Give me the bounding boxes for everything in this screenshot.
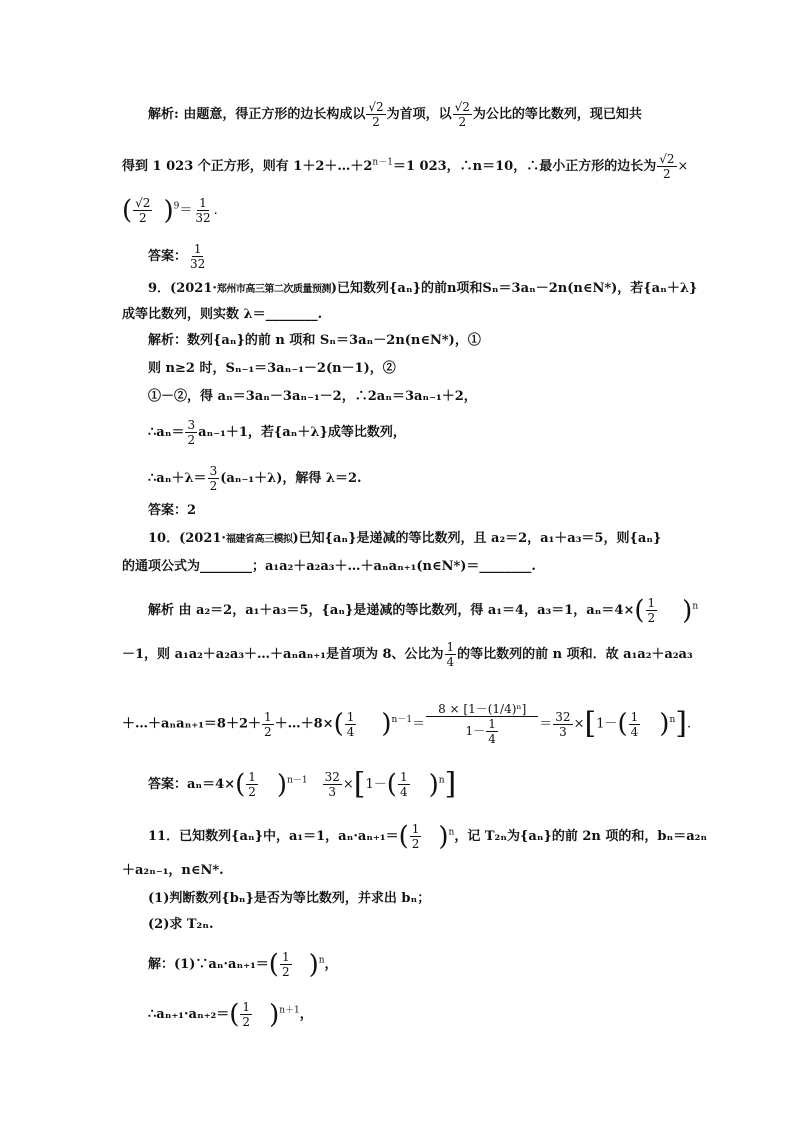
exponent: n－1 — [287, 775, 308, 786]
text: ＝ — [179, 203, 193, 218]
text: 的等比数列的前 n 项和．故 a₁a₂＋a₂a₃ — [457, 647, 693, 662]
text: 1－ — [365, 777, 387, 792]
right-paren: ) — [381, 709, 392, 739]
text: . — [213, 203, 218, 218]
q10-solution-1 — [148, 596, 698, 625]
text: ∴aₙ₊₁·aₙ₊₂＝ — [148, 1007, 230, 1022]
exponent: n — [669, 715, 676, 726]
exponent: n－1 — [391, 715, 413, 726]
text: ＝ — [412, 716, 426, 732]
question-9-line-1 — [148, 280, 697, 299]
right-paren: ) — [308, 949, 319, 980]
left-bracket: [ — [584, 706, 597, 741]
text: 答案：aₙ＝4× — [148, 777, 236, 792]
question-11-line-2 — [122, 862, 224, 880]
fraction-1-over-2: $\frac{1}{2}$ — [248, 770, 256, 799]
text: . — [686, 716, 692, 732]
question-number: 9．(2021· — [148, 281, 217, 296]
left-paren: ( — [634, 595, 645, 626]
right-paren: ) — [163, 195, 174, 226]
text: ∴aₙ＋λ＝ — [148, 471, 207, 486]
text: )已知数列{aₙ}的前n项和Sₙ＝3aₙ－2n(n∈N*)，若{aₙ＋λ} — [330, 281, 698, 296]
q9-solution-1 — [148, 332, 481, 350]
fraction-32-over-3: $\frac{32}{3}$ — [324, 770, 340, 799]
left-paren: ( — [268, 949, 279, 980]
q9-solution-2 — [148, 360, 396, 378]
left-paren: ( — [235, 769, 246, 800]
solution-8-line-3 — [122, 196, 218, 225]
right-paren: ) — [428, 769, 439, 800]
right-paren: ) — [269, 999, 280, 1030]
text: × — [573, 716, 585, 732]
text: 成等比数列，则实数 λ＝________. — [122, 307, 323, 322]
left-paren: ( — [122, 195, 133, 226]
text: (aₙ₋₁＋λ)，解得 λ＝2. — [220, 471, 362, 486]
solution-8-line-2 — [122, 152, 688, 181]
text: 则 n≥2 时，Sₙ₋₁＝3aₙ₋₁－2(n－1)，② — [148, 361, 396, 376]
text: 为公比的等比数列，现已知共 — [472, 107, 642, 122]
text: ， — [324, 957, 338, 972]
text: 解析 由 a₂＝2，a₁＋a₃＝5，{aₙ}是递减的等比数列，得 a₁＝4，a₃＝1，aₙ＝4× — [148, 603, 635, 618]
solution-8-answer — [148, 242, 208, 271]
fraction-sqrt2-over-2: $\frac{√2}{2}$ — [659, 152, 675, 181]
question-11-line-1 — [148, 822, 707, 851]
text: 解析: 由题意，得正方形的边长构成以 — [148, 107, 366, 122]
left-paren: ( — [333, 709, 344, 739]
q9-solution-4 — [148, 418, 406, 447]
text: ＝1 023，∴n＝10，∴最小正方形的边长为 — [392, 159, 657, 174]
right-paren: ) — [659, 709, 670, 739]
text: ，记 T₂ₙ为{aₙ}的前 2n 项的和，bₙ＝a₂ₙ — [454, 829, 708, 844]
left-bracket: [ — [353, 766, 366, 802]
text: ， — [299, 1007, 313, 1022]
text: ＋…＋8× — [274, 716, 334, 732]
text: 1－ — [596, 716, 618, 732]
fraction-1-over-32: $\frac{1}{32}$ — [195, 196, 211, 225]
source-tag: 福建省高三模拟 — [225, 534, 293, 545]
text: 为首项，以 — [386, 107, 452, 122]
q10-solution-2 — [122, 640, 693, 669]
text: )已知{aₙ}是递减的等比数列，且 a₂＝2，a₁＋a₃＝5，则{aₙ} — [292, 531, 662, 546]
text: × — [677, 159, 689, 174]
exponent: n＋1 — [279, 1005, 300, 1016]
fraction-1-over-4: $\frac{1}{4}$ — [399, 770, 408, 799]
text: ①－②，得 aₙ＝3aₙ－3aₙ₋₁－2，∴2aₙ＝3aₙ₋₁＋2， — [148, 389, 477, 404]
fraction-3-over-2: $\frac{3}{2}$ — [209, 464, 218, 493]
text: ＋…＋aₙaₙ₊₁＝8＋2＋ — [122, 716, 261, 732]
text: 得到 1 023 个正方形，则有 1＋2＋…＋2 — [122, 159, 373, 174]
fraction-1-over-2: $\frac{1}{2}$ — [281, 950, 290, 979]
fraction-1-over-2: $\frac{1}{2}$ — [264, 709, 272, 739]
fraction-1-over-4: $\frac{1}{4}$ — [446, 640, 455, 669]
exponent: n — [438, 775, 445, 786]
left-paren: ( — [386, 769, 397, 800]
exponent: n－1 — [372, 157, 393, 168]
text: aₙ₋₁＋1，若{aₙ＋λ}成等比数列， — [198, 425, 406, 440]
q11-solution-2 — [148, 1000, 313, 1029]
text: (1)判断数列{bₙ}是否为等比数列，并求出 bₙ； — [148, 891, 431, 906]
exponent: n — [692, 601, 699, 612]
q10-solution-3 — [122, 702, 691, 746]
question-11-part-2 — [148, 916, 214, 934]
big-fraction: 8 × [1－(1/4)ⁿ] 1－ $\frac{1}{4}$ — [426, 702, 538, 746]
q9-answer — [148, 502, 196, 520]
fraction-1-over-2: $\frac{1}{2}$ — [647, 596, 656, 625]
text: ＋a₂ₙ₋₁，n∈N*. — [122, 863, 224, 878]
question-11-part-1 — [148, 890, 430, 908]
q9-solution-5 — [148, 464, 362, 493]
text: 解：(1)∵aₙ·aₙ₊₁＝ — [148, 957, 269, 972]
text: 的通项公式为________；a₁a₂＋a₂a₃＋…＋aₙaₙ₊₁(n∈N*)＝________. — [122, 559, 536, 574]
fraction-1-over-2: $\frac{1}{2}$ — [242, 1000, 251, 1029]
right-bracket: ] — [675, 706, 687, 741]
fraction-3-over-2: $\frac{3}{2}$ — [187, 418, 196, 447]
fraction-1-over-4: $\frac{1}{4}$ — [346, 709, 355, 739]
source-tag: 郑州市高三第二次质量预测 — [216, 284, 331, 295]
left-paren: ( — [398, 821, 409, 852]
fraction-1-over-4: $\frac{1}{4}$ — [630, 709, 639, 739]
exponent: n — [318, 955, 325, 966]
text: × — [342, 777, 354, 792]
exponent: 9 — [173, 201, 180, 212]
text: ＝ — [539, 716, 553, 732]
question-10-line-2 — [122, 558, 536, 576]
exponent: n — [448, 827, 455, 838]
fraction-32-over-3: $\frac{32}{3}$ — [555, 709, 571, 739]
q9-solution-3 — [148, 388, 477, 406]
fraction-sqrt2-over-2: $\frac{√2}{2}$ — [135, 196, 151, 225]
fraction-1-over-2: $\frac{1}{2}$ — [411, 822, 420, 851]
right-paren: ) — [276, 769, 288, 800]
question-number: 10．(2021· — [148, 531, 226, 546]
text: 11．已知数列{aₙ}中，a₁＝1，aₙ·aₙ₊₁＝ — [148, 829, 399, 844]
answer-fraction: $\frac{1}{32}$ — [190, 242, 206, 271]
solution-8-line-1 — [148, 100, 642, 129]
right-paren: ) — [682, 595, 693, 626]
answer-label: 答案： — [148, 249, 188, 264]
fraction-sqrt2-over-2: $\frac{√2}{2}$ — [454, 100, 470, 129]
text: (2)求 T₂ₙ. — [148, 917, 214, 932]
text: －1，则 a₁a₂＋a₂a₃＋…＋aₙaₙ₊₁是首项为 8、公比为 — [122, 647, 444, 662]
answer: 答案：2 — [148, 503, 197, 518]
question-9-line-2 — [122, 306, 322, 324]
fraction-sqrt2-over-2: $\frac{√2}{2}$ — [368, 100, 384, 129]
text: 解析：数列{aₙ}的前 n 项和 Sₙ＝3aₙ－2n(n∈N*)，① — [148, 333, 481, 348]
question-10-line-1 — [148, 530, 661, 549]
q11-solution-1 — [148, 950, 338, 979]
text: ∴aₙ＝ — [148, 425, 185, 440]
left-paren: ( — [229, 999, 240, 1030]
left-paren: ( — [617, 709, 628, 739]
right-paren: ) — [438, 821, 449, 852]
right-bracket: ] — [444, 766, 457, 802]
q10-answer — [148, 766, 457, 802]
